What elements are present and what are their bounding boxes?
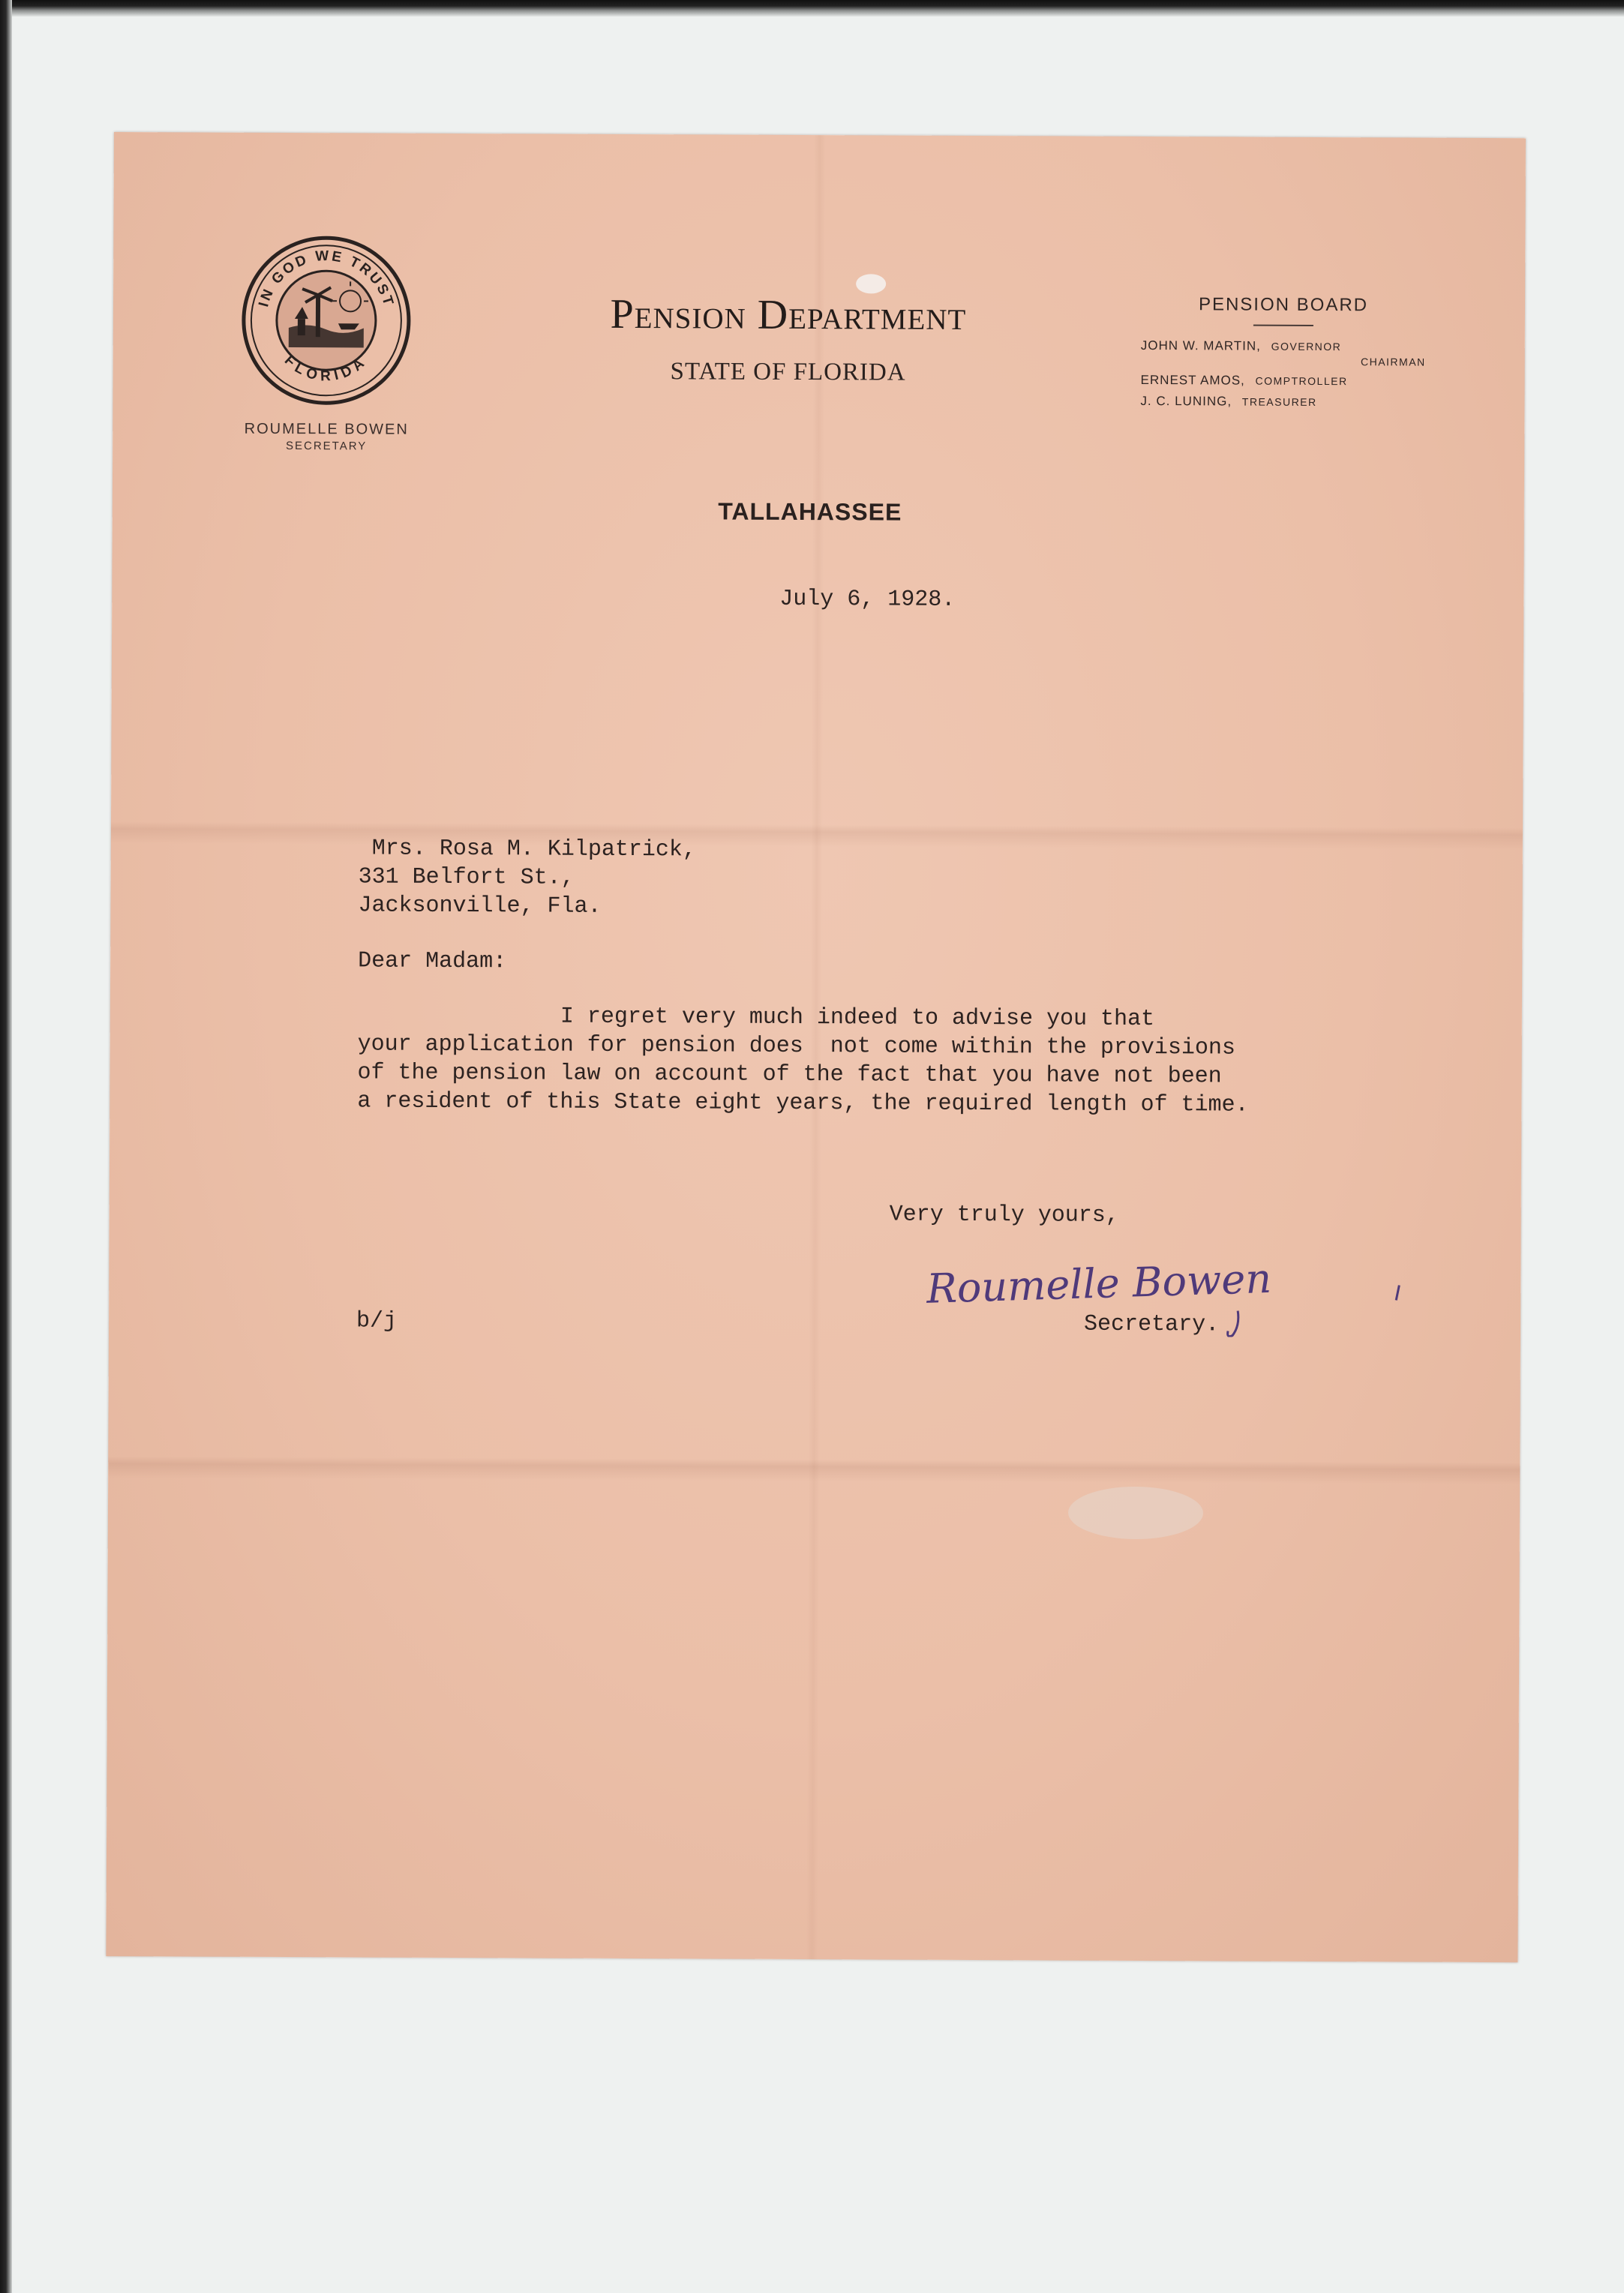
body-line: a resident of this State eight years, the required length of time.	[357, 1088, 1249, 1118]
body-line: I regret very much indeed to advise you that	[357, 1003, 1155, 1033]
signature-text: Roumelle Bowen	[926, 1254, 1272, 1313]
board-member	[1141, 372, 1486, 390]
typist-initials: b/j	[356, 1308, 398, 1334]
letterhead-city: TALLAHASSEE	[718, 497, 902, 526]
signoff-title: Secretary.	[1084, 1311, 1220, 1338]
paper-stain	[1068, 1487, 1203, 1540]
board-member-name: ERNEST AMOS,	[1140, 372, 1245, 388]
letter-closing: Very truly yours,	[889, 1202, 1119, 1229]
letter-date: July 6, 1928.	[779, 586, 956, 613]
board-member-role: TREASURER	[1241, 395, 1317, 409]
letter-body	[357, 1001, 1249, 1119]
address-line: Mrs. Rosa M. Kilpatrick,	[358, 836, 696, 863]
department-state: STATE OF FLORIDA	[670, 358, 906, 386]
board-title: PENSION BOARD	[1198, 294, 1369, 316]
board-member-name: J. C. LUNING,	[1140, 393, 1232, 409]
scanner-left-edge	[0, 0, 12, 2293]
address-line: 331 Belfort St.,	[358, 864, 575, 891]
body-line: of the pension law on account of the fact that you have not been	[357, 1060, 1222, 1090]
board-member	[1141, 338, 1486, 356]
address-line: Jacksonville, Fla.	[358, 893, 602, 920]
board-member-name: JOHN W. MARTIN,	[1140, 338, 1261, 353]
body-line: your application for pension does not come within the provisions	[357, 1031, 1235, 1061]
board-divider	[1253, 325, 1313, 326]
secretary-block	[203, 421, 450, 453]
secretary-name: ROUMELLE BOWEN	[244, 420, 409, 438]
board-chairman-note: CHAIRMAN	[1360, 356, 1426, 368]
board-member	[1140, 393, 1485, 411]
secretary-title: SECRETARY	[285, 440, 368, 453]
letter-page	[106, 132, 1526, 1962]
recipient-address	[358, 834, 696, 921]
florida-state-seal-icon	[240, 235, 412, 407]
salutation: Dear Madam:	[358, 948, 507, 975]
board-member-role: GOVERNOR	[1271, 340, 1342, 353]
seal-motto: IN GOD WE TRUST	[256, 248, 397, 310]
board-member-role: COMPTROLLER	[1255, 374, 1348, 388]
pension-board-block	[1140, 294, 1486, 411]
seal-state: FLORIDA	[281, 353, 371, 385]
scanner-top-edge	[0, 0, 1624, 17]
department-title: Pension Department	[610, 290, 967, 339]
